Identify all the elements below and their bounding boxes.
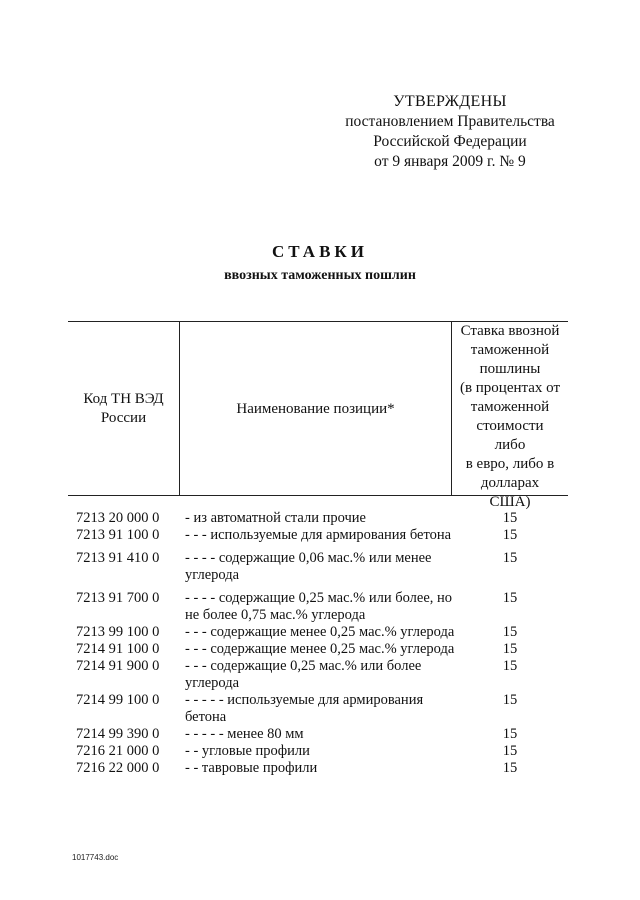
header-rate: [452, 322, 568, 512]
header-rate-line: (в процентах от: [459, 380, 561, 396]
table-row: [68, 641, 588, 658]
row-name: - - - - содержащие 0,06 мас.% или менее углерода: [185, 550, 432, 583]
row-code: 7214 99 100 0: [76, 692, 160, 708]
approval-title: УТВЕРЖДЕНЫ: [393, 93, 507, 110]
row-rate: 15: [502, 726, 518, 742]
header-code-line-2: России: [100, 410, 147, 426]
row-code: 7213 20 000 0: [76, 510, 160, 526]
row-code: 7213 91 410 0: [76, 550, 160, 566]
header-rate-line: долларах: [480, 475, 540, 491]
table-row: [68, 624, 588, 641]
table-row: [68, 550, 588, 584]
document-title: СТАВКИ: [272, 242, 368, 261]
approval-line-1: постановлением Правительства: [345, 113, 555, 130]
row-code: 7213 99 100 0: [76, 624, 160, 640]
header-rate-line: таможенной: [470, 342, 550, 358]
header-name: Наименование позиции*: [236, 401, 395, 417]
row-name: - - - содержащие менее 0,25 мас.% углерода: [185, 624, 455, 640]
row-name: - - - - содержащие 0,25 мас.% или более, но не более 0,75 мас.% углерода: [185, 590, 453, 623]
table-row: [68, 760, 588, 777]
row-name: - - - содержащие 0,25 мас.% или более углерода: [185, 658, 422, 691]
row-rate: 15: [502, 590, 518, 606]
table-row: [68, 726, 588, 743]
row-rate: 15: [502, 510, 518, 526]
header-rate-line: в евро, либо в: [465, 456, 555, 472]
row-code: 7216 21 000 0: [76, 743, 160, 759]
row-rate: 15: [502, 641, 518, 657]
row-rate: 15: [502, 658, 518, 674]
header-rate-line: таможенной: [470, 399, 550, 415]
header-rate-line: Ставка ввозной: [460, 323, 560, 339]
table-row: [68, 590, 588, 624]
row-name: - из автоматной стали прочие: [185, 510, 366, 526]
row-rate: 15: [502, 760, 518, 776]
footer-filename: 1017743.doc: [72, 853, 119, 862]
row-rate: 15: [502, 550, 518, 566]
row-code: 7214 99 390 0: [76, 726, 160, 742]
row-rate: 15: [502, 624, 518, 640]
approval-line-2: Российской Федерации: [373, 133, 527, 150]
row-code: 7214 91 100 0: [76, 641, 160, 657]
row-name: - - - - - используемые для армирования бетона: [185, 692, 424, 725]
document-subtitle: ввозных таможенных пошлин: [224, 268, 416, 283]
row-code: 7213 91 100 0: [76, 527, 160, 543]
row-name: - - угловые профили: [185, 743, 310, 759]
row-rate: 15: [502, 743, 518, 759]
row-code: 7213 91 700 0: [76, 590, 160, 606]
row-code: 7216 22 000 0: [76, 760, 160, 776]
row-name: - - - - - менее 80 мм: [185, 726, 304, 742]
row-name: - - тавровые профили: [185, 760, 318, 776]
row-name: - - - используемые для армирования бетона: [185, 527, 452, 543]
header-rate-line: США): [489, 494, 531, 510]
header-rate-line: либо: [494, 437, 526, 453]
approval-line-3: от 9 января 2009 г. № 9: [374, 153, 526, 170]
table-body: [68, 510, 588, 777]
header-code-line-1: Код ТН ВЭД: [83, 391, 164, 407]
row-rate: 15: [502, 692, 518, 708]
row-code: 7214 91 900 0: [76, 658, 160, 674]
table-row: [68, 658, 588, 692]
header-rate-line: стоимости: [476, 418, 544, 434]
table-row: [68, 692, 588, 726]
table-row: [68, 510, 588, 527]
row-name: - - - содержащие менее 0,25 мас.% углерода: [185, 641, 455, 657]
table-row: [68, 743, 588, 760]
header-rate-line: пошлины: [479, 361, 541, 377]
header-code: [68, 390, 179, 428]
approval-block: [330, 92, 570, 172]
table-row: [68, 527, 588, 544]
row-rate: 15: [502, 527, 518, 543]
